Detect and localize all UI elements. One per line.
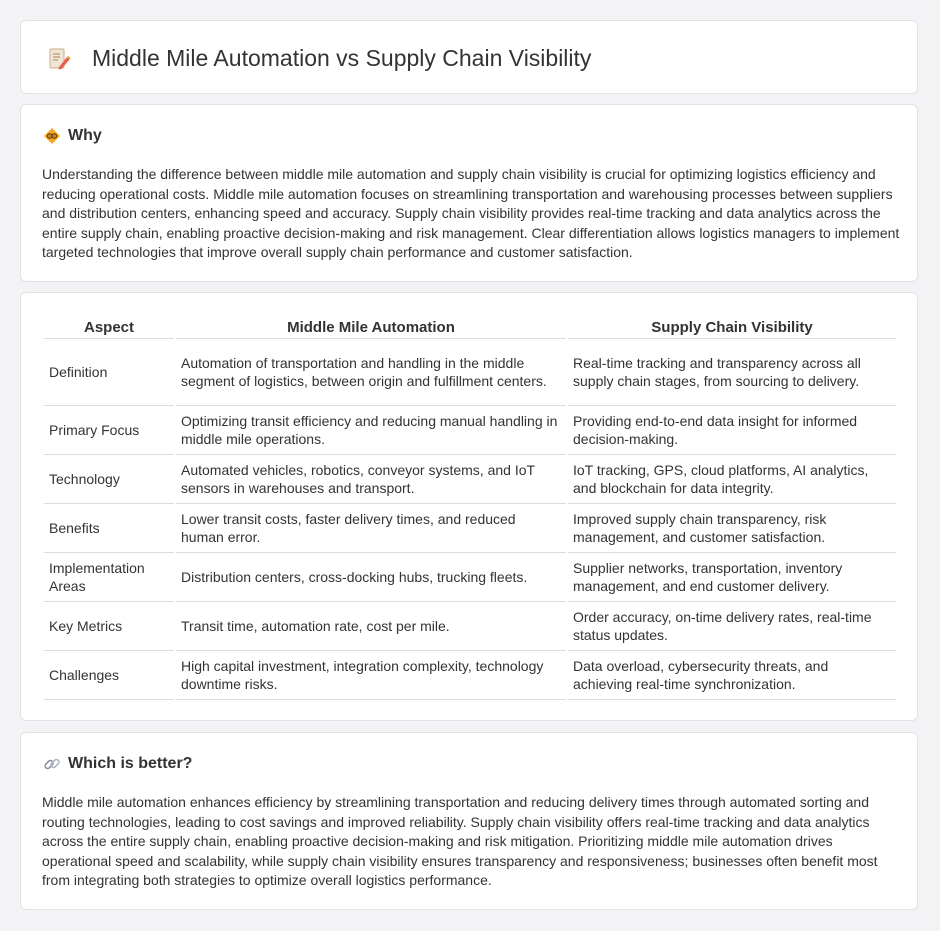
table-row xyxy=(44,553,896,602)
visibility-cell: Supplier networks, transportation, inventory management, and end customer delivery. xyxy=(568,553,896,602)
better-heading xyxy=(43,755,192,773)
comparison-card xyxy=(20,292,918,721)
middle-mile-cell: Optimizing transit efficiency and reducing manual handling in middle mile operations. xyxy=(176,406,566,455)
why-text: Understanding the difference between middle mile automation and supply chain visibility is crucial for optimizing logistics efficiency and reducing operational costs. Middle mile automation focuses on streamlining transportation and warehousing processes between suppliers and distribution centers, enhancing speed and accuracy. Supply chain visibility provides real-time tracking and data analytics across the entire supply chain, enabling proactive decision-making and risk management. Clear differentiation allows logistics managers to implement targeted technologies that improve overall supply chain performance and customer satisfaction. xyxy=(42,166,900,260)
visibility-cell: Improved supply chain transparency, risk management, and customer satisfaction. xyxy=(568,504,896,553)
header-aspect: Aspect xyxy=(44,313,174,339)
table-row xyxy=(44,455,896,504)
why-section xyxy=(20,104,918,282)
visibility-cell: Order accuracy, on-time delivery rates, real-time status updates. xyxy=(568,602,896,651)
middle-mile-cell: Lower transit costs, faster delivery times, and reduced human error. xyxy=(176,504,566,553)
visibility-cell: Real-time tracking and transparency across all supply chain stages, from sourcing to delivery. xyxy=(568,339,896,406)
which-better-section xyxy=(20,732,918,910)
aspect-cell: Key Metrics xyxy=(44,602,174,651)
middle-mile-cell: High capital investment, integration complexity, technology downtime risks. xyxy=(176,651,566,700)
table-row xyxy=(44,339,896,406)
table-row xyxy=(44,504,896,553)
visibility-cell: IoT tracking, GPS, cloud platforms, AI analytics, and blockchain for data integrity. xyxy=(568,455,896,504)
why-title: Why xyxy=(68,127,102,144)
aspect-cell: Technology xyxy=(44,455,174,504)
middle-mile-cell: Transit time, automation rate, cost per mile. xyxy=(176,602,566,651)
better-text: Middle mile automation enhances efficiency by streamlining transportation and reducing delivery times through automated sorting and routing technologies, leading to cost savings and improved reliability. Supply chain visibility offers real-time tracking and data analytics across the entire supply chain, enabling proactive decision-making and risk mitigation. Prioritizing middle mile automation drives operational speed and scalability, while supply chain visibility ensures transparency and responsiveness; businesses often benefit most from integrating both strategies to optimize overall logistics performance. xyxy=(42,794,878,888)
document-pencil-icon xyxy=(47,47,71,71)
visibility-cell: Data overload, cybersecurity threats, and achieving real-time synchronization. xyxy=(568,651,896,700)
better-title: Which is better? xyxy=(68,755,193,772)
title-row xyxy=(47,45,591,72)
link-icon xyxy=(43,755,61,773)
aspect-cell: Primary Focus xyxy=(44,406,174,455)
page-title: Middle Mile Automation vs Supply Chain Visibility xyxy=(92,45,592,71)
aspect-cell: Challenges xyxy=(44,651,174,700)
middle-mile-cell: Distribution centers, cross-docking hubs, trucking fleets. xyxy=(176,553,566,602)
middle-mile-cell: Automation of transportation and handling in the middle segment of logistics, between origin and fulfillment centers. xyxy=(176,339,566,406)
header-visibility: Supply Chain Visibility xyxy=(568,313,896,339)
table-row xyxy=(44,406,896,455)
table-row xyxy=(44,651,896,700)
header-middle-mile: Middle Mile Automation xyxy=(176,313,566,339)
aspect-cell: Definition xyxy=(44,339,174,406)
aspect-cell: Benefits xyxy=(44,504,174,553)
table-row xyxy=(44,602,896,651)
middle-mile-cell: Automated vehicles, robotics, conveyor systems, and IoT sensors in warehouses and transport. xyxy=(176,455,566,504)
why-heading xyxy=(43,127,102,145)
comparison-table xyxy=(42,313,898,700)
title-card xyxy=(20,20,918,94)
visibility-cell: Providing end-to-end data insight for informed decision-making. xyxy=(568,406,896,455)
gears-icon xyxy=(43,127,61,145)
aspect-cell: Implementation Areas xyxy=(44,553,174,602)
table-header-row xyxy=(44,313,896,339)
